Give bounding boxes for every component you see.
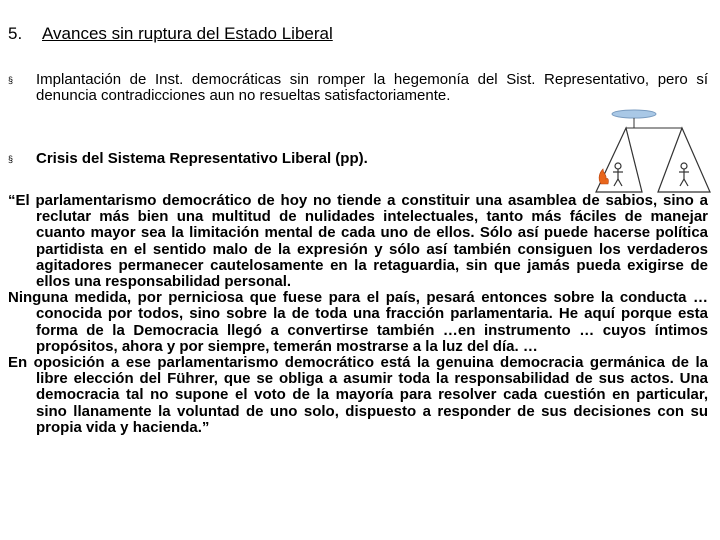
flame-icon	[599, 169, 608, 184]
stick-figure-left-icon	[613, 163, 623, 186]
stick-figure-right-icon	[679, 163, 689, 186]
bullet-text: Crisis del Sistema Representativo Liberal (pp).	[36, 150, 368, 167]
quote-paragraph: En oposición a ese parlamentarismo democrático está la genuina democracia germánica de la libre elección del Führer, que se obliga a asumir toda la responsabilidad de sus actos. Una democracia tal no supone el voto de la mayoría para resolver cada cuestión en particular, sino llanamente la voluntad de uno solo, dispuesto a responder de sus decisiones con su propia vida y hacienda.”	[8, 354, 708, 436]
quote-paragraph: Ninguna medida, por perniciosa que fuese para el país, pesará entonces sobre la conducta … conocida por todos, sino sobre la de toda una fracción parlamentaria. He aquí porque esta forma de la Democracia llegó a convertirse también …en instrumento … cuyos íntimos propósitos, ahora y por siempre, temerán mostrarse a la luz del día. …	[8, 289, 708, 355]
scale-disc-icon	[612, 110, 656, 118]
bullet-marker-icon: §	[8, 154, 14, 164]
slide-number: 5.	[8, 24, 23, 43]
slide-title	[8, 24, 333, 44]
quote-paragraph: “El parlamentarismo democrático de hoy no tiende a constituir una asamblea de sabios, sino a reclutar más bien una multitud de nulidades intelectuales, tanto más fáciles de manejar cuanto mayor sea la limitación mental de cada uno de ellos. Sólo así puede hacerse política partidista en el sentido malo de la expresión y sólo así también consiguen los verdaderos agitadores permanecer cautelosamente en la retaguardia, sin que jamás pueda exigirse de ellos una responsabilidad personal.	[8, 192, 708, 291]
right-triangle-icon	[658, 128, 710, 192]
slide-title-text: Avances sin ruptura del Estado Liberal	[42, 24, 333, 43]
bullet-text: Implantación de Inst. democráticas sin romper la hegemonía del Sist. Representativo, pero sí denuncia contradicciones aun no resueltas satisfactoriamente.	[36, 71, 708, 104]
balance-scale-figures-icon	[582, 106, 714, 198]
bullet-marker-icon: §	[8, 75, 14, 85]
quote-block	[8, 193, 708, 436]
